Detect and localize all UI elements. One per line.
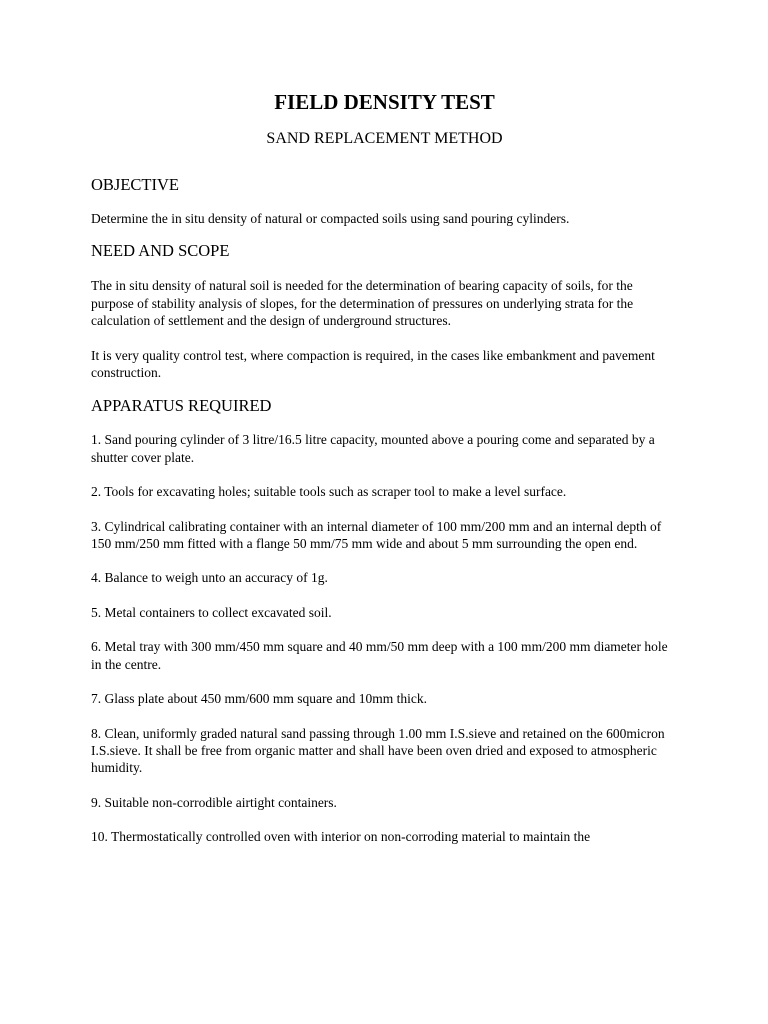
document-subtitle: SAND REPLACEMENT METHOD xyxy=(266,130,503,147)
apparatus-item: 6. Metal tray with 300 mm/450 mm square and 40 mm/50 mm deep with a 100 mm/200 mm diameter hole in the centre. xyxy=(91,639,668,672)
apparatus-item: 9. Suitable non-corrodible airtight containers. xyxy=(91,794,337,810)
apparatus-item: 7. Glass plate about 450 mm/600 mm square and 10mm thick. xyxy=(91,691,427,707)
need-and-scope-paragraph: The in situ density of natural soil is needed for the determination of bearing capacity of soils, for the purpose of stability analysis of slopes, for the determination of pressures on underlying strata for the calculation of settlement and the design of underground structures. xyxy=(91,278,634,329)
apparatus-item: 3. Cylindrical calibrating container with an internal diameter of 100 mm/200 mm and an internal depth of 150 mm/250 mm fitted with a flange 50 mm/75 mm wide and about 5 mm surrounding the open end. xyxy=(91,518,662,552)
need-and-scope-heading: NEED AND SCOPE xyxy=(91,241,230,261)
apparatus-item: 2. Tools for excavating holes; suitable tools such as scraper tool to make a level surface. xyxy=(91,484,567,500)
document-title: FIELD DENSITY TEST xyxy=(274,90,495,114)
apparatus-heading: APPARATUS REQUIRED xyxy=(91,396,272,416)
apparatus-item: 4. Balance to weigh unto an accuracy of 1g. xyxy=(91,570,328,586)
objective-heading: OBJECTIVE xyxy=(91,175,179,194)
apparatus-item: 1. Sand pouring cylinder of 3 litre/16.5 litre capacity, mounted above a pouring come and separated by a shutter cover plate. xyxy=(91,432,655,465)
apparatus-item: 8. Clean, uniformly graded natural sand passing through 1.00 mm I.S.sieve and retained on the 600micron I.S.sieve. It shall be free from organic matter and shall have been oven dried and exposed to atmospheric humidity. xyxy=(91,725,665,776)
apparatus-item: 10. Thermostatically controlled oven with interior on non-corroding material to maintain the xyxy=(91,829,591,845)
objective-text: Determine the in situ density of natural or compacted soils using sand pouring cylinders. xyxy=(91,211,570,226)
apparatus-list xyxy=(91,431,678,845)
need-and-scope-paragraph: It is very quality control test, where compaction is required, in the cases like embankment and pavement construction. xyxy=(91,347,655,381)
apparatus-item: 5. Metal containers to collect excavated soil. xyxy=(91,604,332,620)
